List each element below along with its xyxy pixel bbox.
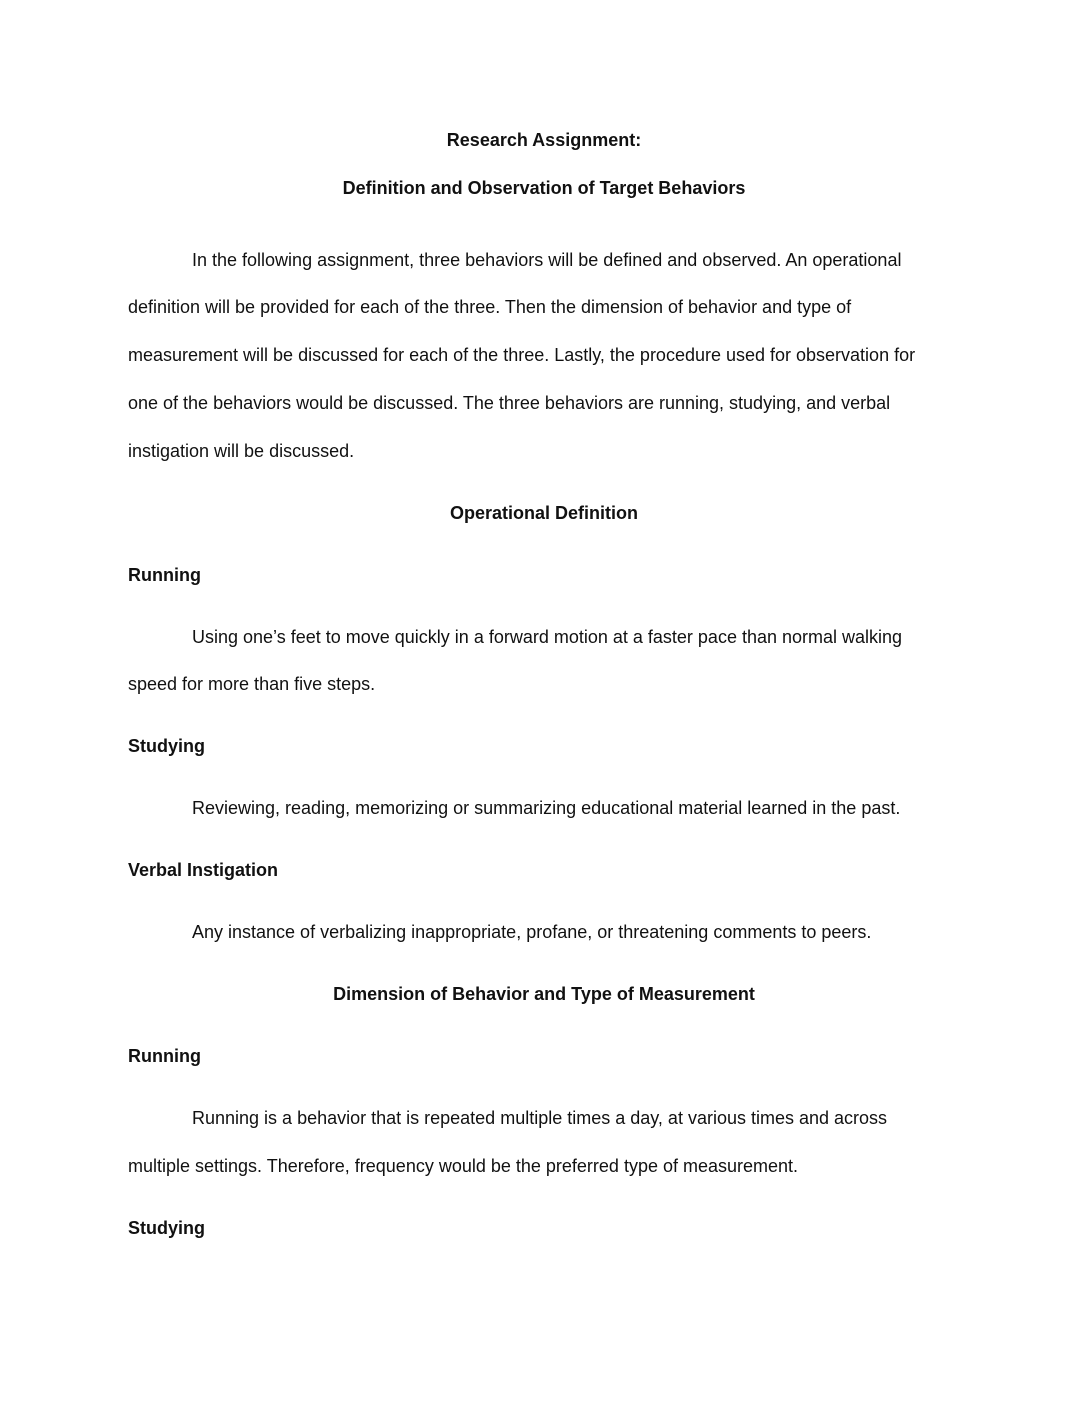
running-definition-line-1: Using one’s feet to move quickly in a forward motion at a faster pace than normal walking (192, 627, 903, 647)
intro-line-2: definition will be provided for each of the three. Then the dimension of behavior and type of (128, 297, 852, 317)
studying-definition-line-1: Reviewing, reading, memorizing or summarizing educational material learned in the past. (192, 798, 901, 818)
subheading-studying: Studying (128, 736, 205, 756)
section-heading-operational-definition: Operational Definition (449, 503, 638, 523)
running-measurement-line-1: Running is a behavior that is repeated multiple times a day, at various times and across (192, 1108, 888, 1128)
subheading-verbal-instigation: Verbal Instigation (128, 860, 279, 880)
intro-line-4: one of the behaviors would be discussed. The three behaviors are running, studying, and verbal (128, 393, 891, 413)
subheading-running-measurement: Running (128, 1046, 201, 1066)
intro-line-1: In the following assignment, three behaviors will be defined and observed. An operational (192, 250, 902, 270)
verbal-instigation-definition-line-1: Any instance of verbalizing inappropriate, profane, or threatening comments to peers. (192, 922, 872, 942)
title-line-1: Research Assignment: (446, 130, 642, 150)
running-measurement-line-2: multiple settings. Therefore, frequency would be the preferred type of measurement. (128, 1156, 799, 1176)
title-line-2: Definition and Observation of Target Behaviors (342, 178, 746, 198)
subheading-studying-measurement: Studying (128, 1218, 205, 1238)
subheading-running: Running (128, 565, 201, 585)
section-heading-dimension-measurement: Dimension of Behavior and Type of Measurement (333, 984, 755, 1004)
intro-line-5: instigation will be discussed. (128, 441, 355, 461)
intro-line-3: measurement will be discussed for each of the three. Lastly, the procedure used for observation for (128, 345, 916, 365)
running-definition-line-2: speed for more than five steps. (128, 674, 376, 694)
